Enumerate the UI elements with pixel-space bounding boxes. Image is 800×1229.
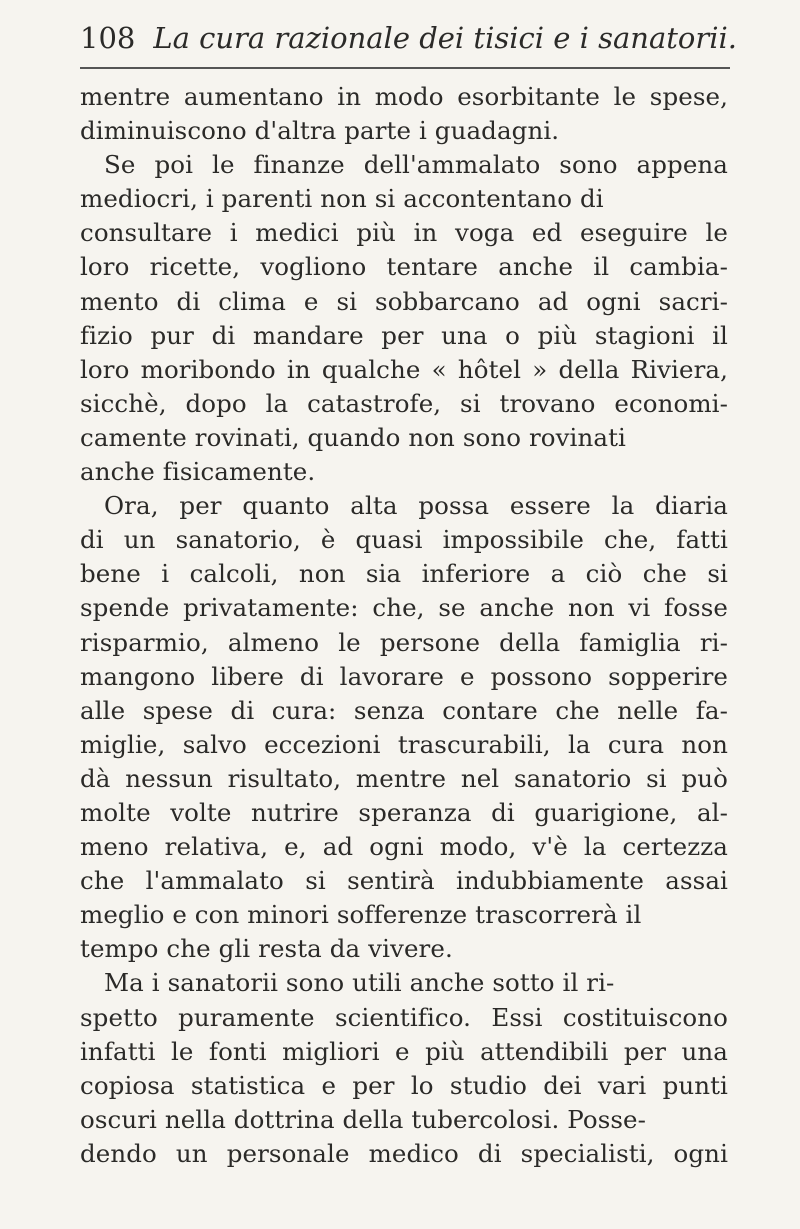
text-line: loro ricette, vogliono tentare anche il cambia- [80, 252, 728, 282]
text-line: Ora, per quanto alta possa essere la diaria [104, 491, 728, 521]
text-line: spetto puramente scientifico. Essi costituiscono [80, 1002, 728, 1032]
text-line: dendo un personale medico di specialisti, ogni [80, 1138, 728, 1168]
running-head [80, 18, 737, 58]
text-line: tempo che gli resta da vivere. [80, 934, 453, 964]
header-rule [80, 67, 730, 69]
text-line: che l'ammalato si sentirà indubbiamente assai [80, 866, 728, 896]
text-line: oscuri nella dottrina della tubercolosi. Posse- [80, 1104, 647, 1134]
text-line: molte volte nutrire speranza di guarigione, al- [80, 797, 728, 827]
text-line: Ma i sanatorii sono utili anche sotto il ri- [104, 968, 615, 998]
body-text [80, 80, 750, 1171]
text-line: loro moribondo in qualche « hôtel » della Riviera, [80, 354, 728, 384]
text-line: meglio e con minori sofferenze trascorrerà il [80, 900, 642, 930]
text-line: spende privatamente: che, se anche non vi fosse [80, 593, 728, 623]
text-line: alle spese di cura: senza contare che nelle fa- [80, 695, 728, 725]
text-line: Se poi le finanze dell'ammalato sono appena [104, 150, 728, 180]
text-line: bene i calcoli, non sia inferiore a ciò che si [80, 559, 728, 589]
text-line: mediocri, i parenti non si accontentano di [80, 184, 604, 214]
text-line: mento di clima e si sobbarcano ad ogni sacri- [80, 286, 728, 316]
text-line: sicchè, dopo la catastrofe, si trovano economi- [80, 388, 728, 418]
text-line: copiosa statistica e per lo studio dei vari punti [80, 1070, 728, 1100]
page-number: 108 [80, 21, 136, 55]
text-line: dà nessun risultato, mentre nel sanatorio si può [80, 763, 728, 793]
text-line: camente rovinati, quando non sono rovinati [80, 422, 626, 452]
text-line: mentre aumentano in modo esorbitante le spese, [80, 82, 728, 111]
running-title: La cura razionale dei tisici e i sanatorii. [153, 21, 737, 55]
text-line: consultare i medici più in voga ed eseguire le [80, 218, 728, 248]
text-line: miglie, salvo eccezioni trascurabili, la cura non [80, 729, 728, 759]
text-line: risparmio, almeno le persone della famiglia ri- [80, 627, 728, 657]
text-line: mangono libere di lavorare e possono sopperire [80, 661, 728, 691]
text-line: diminuiscono d'altra parte i guadagni. [80, 116, 560, 146]
text-line: meno relativa, e, ad ogni modo, v'è la certezza [80, 832, 728, 862]
text-line: di un sanatorio, è quasi impossibile che, fatti [80, 525, 728, 555]
text-line: infatti le fonti migliori e più attendibili per una [80, 1036, 728, 1066]
text-line: anche fisicamente. [80, 457, 316, 487]
text-line: fizio pur di mandare per una o più stagioni il [80, 320, 728, 350]
